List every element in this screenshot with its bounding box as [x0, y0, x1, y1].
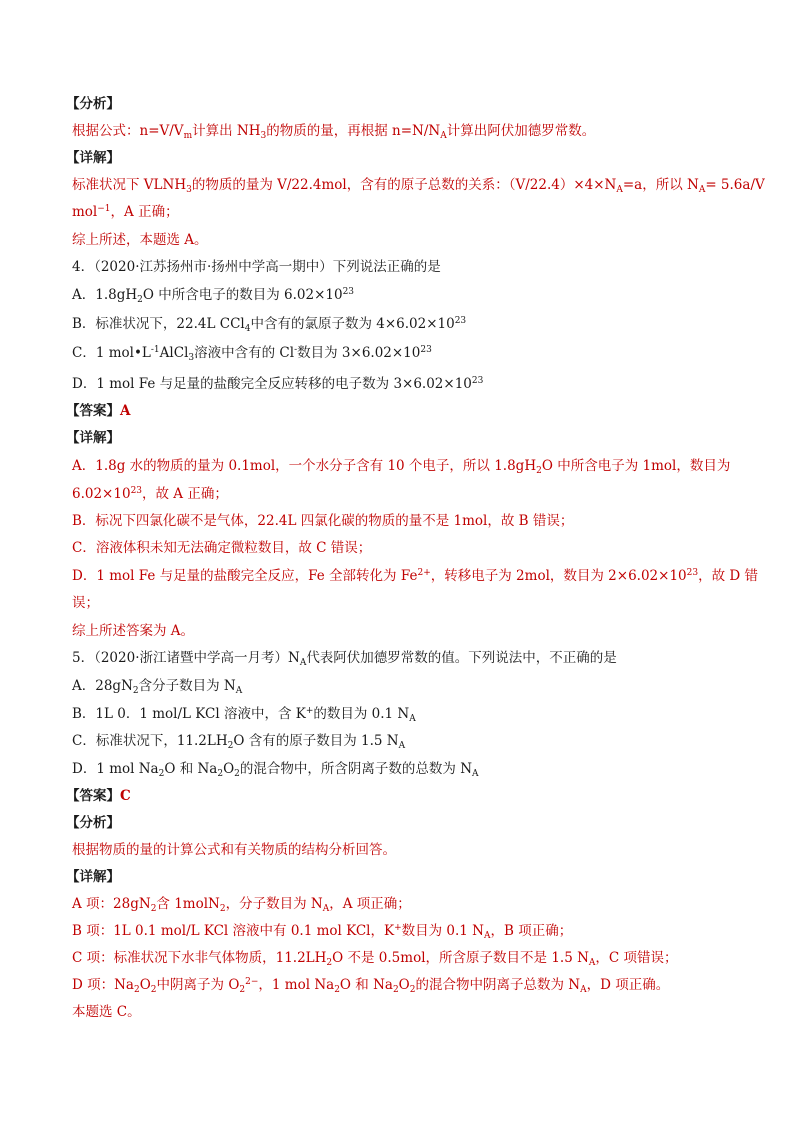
q5-option-c: C．标准状况下，$11.2LH_2O$ 含有的原子数目为 1.5 $N_A$ [72, 733, 406, 751]
q5-stem: 5．（2020·浙江诸暨中学高一月考）$N_A$代表阿伏加德罗常数的值。下列说法中，不正确的是 [72, 650, 617, 668]
q5-option-a: A．$28gN_2$含分子数目为 $N_A$ [72, 678, 243, 696]
q5-detail-label: 【详解】 [66, 869, 120, 885]
q5-answer: 【答案】C [66, 788, 131, 804]
q5-analysis-label: 【分析】 [66, 815, 120, 831]
q5-detail-d: D 项：$Na_2O_2$中阴离子为 $O_2^{2-}$，1 mol $Na_2O$ 和 $Na_2O_2$的混合物中阴离子总数为 $N_A$，D 项正确。 [72, 977, 670, 995]
q4-detail-line6: 误； [72, 595, 99, 611]
q4-detail-line1: A．1.8g 水的物质的量为 0.1mol，一个水分子含有 10 个电子，所以 $1.8gH_2O$ 中所含电子为 1mol，数目为 [72, 458, 731, 476]
q4-option-c: C．1 $mol•L^{-1}AlCl_3$溶液中含有的 Cl-数目为 $3\times 6.02\times 10^{23}$ [72, 345, 432, 363]
q4-detail-line3: B．标况下四氯化碳不是气体，22.4L 四氯化碳的物质的量不是 1mol，故 B 错误； [72, 513, 574, 529]
q5-option-d: D．1 mol $Na_2O$ 和 $Na_2O_2$的混合物中，所含阴离子数的总数为 $N_A$ [72, 761, 479, 779]
q5-option-b: B．1L 0．1 mol/L KCl 溶液中，含 K+的数目为 0.1 $N_A$ [72, 706, 416, 724]
q5-detail-c: C 项：标准状况下水非气体物质，$11.2LH_2O$ 不是 0.5mol，所含原子数目不是 1.5 $N_A$，C 项错误； [72, 950, 678, 968]
q4-option-a: A．$1.8gH_2O$ 中所含电子的数目为 $6.02\times 10^{23}$ [72, 287, 355, 305]
q3-analysis-text: 根据公式：$n=V/V_m$计算出 $NH_3$的物质的量，再根据 $n=N/N_A$计算出阿伏加德罗常数。 [72, 123, 596, 141]
q4-detail-label: 【详解】 [66, 430, 120, 446]
q4-option-b: B．标准状况下，22.4L CCl$_4$中含有的氯原子数为 $4\times 6.02\times 10^{23}$ [72, 316, 467, 334]
q4-detail-line4: C．溶液体积未知无法确定微粒数目，故 C 错误； [72, 540, 372, 556]
q3-summary: 综上所述，本题选 A。 [72, 232, 208, 248]
q4-summary: 综上所述答案为 A。 [72, 623, 195, 639]
q4-answer: 【答案】A [66, 403, 131, 419]
q3-detail-line1: 标准状况下 $VLNH_3$的物质的量为 V/22.4mol，含有的原子总数的关系：$(V/22.4)\times 4\times N_A=a$，所以 $N_A= 5.6a/V$ [72, 177, 765, 195]
q4-detail-line2: $6.02\times 10^{23}$，故 A 正确； [72, 486, 228, 502]
q5-detail-a: A 项：$28gN_2$含 1molN$_2$，分子数目为 $N_A$，A 项正确； [72, 896, 411, 914]
q5-detail-b: B 项：1L 0.1 mol/L KCl 溶液中有 0.1 mol KCl，K+数目为 0.1 $N_A$，B 项正确； [72, 923, 573, 941]
q3-detail-line2: mol$^{-1}$，A 正确； [72, 204, 179, 220]
section-analysis-label: 【分析】 [66, 96, 120, 112]
section-detail-label: 【详解】 [66, 150, 120, 166]
q4-option-d: D．1 mol Fe 与足量的盐酸完全反应转移的电子数为 $3\times 6.02\times 10^{23}$ [72, 376, 484, 392]
q4-detail-line5: D．1 mol Fe 与足量的盐酸完全反应，Fe 全部转化为 $Fe^{2+}$，转移电子为 2mol，数目为 $2\times 6.02\times 10^{23}$，故 D 错 [72, 568, 758, 584]
q5-summary: 本题选 C。 [72, 1004, 141, 1020]
q4-stem: 4．（2020·江苏扬州市·扬州中学高一期中）下列说法正确的是 [72, 259, 441, 275]
q5-analysis-text: 根据物质的量的计算公式和有关物质的结构分析回答。 [72, 842, 396, 858]
